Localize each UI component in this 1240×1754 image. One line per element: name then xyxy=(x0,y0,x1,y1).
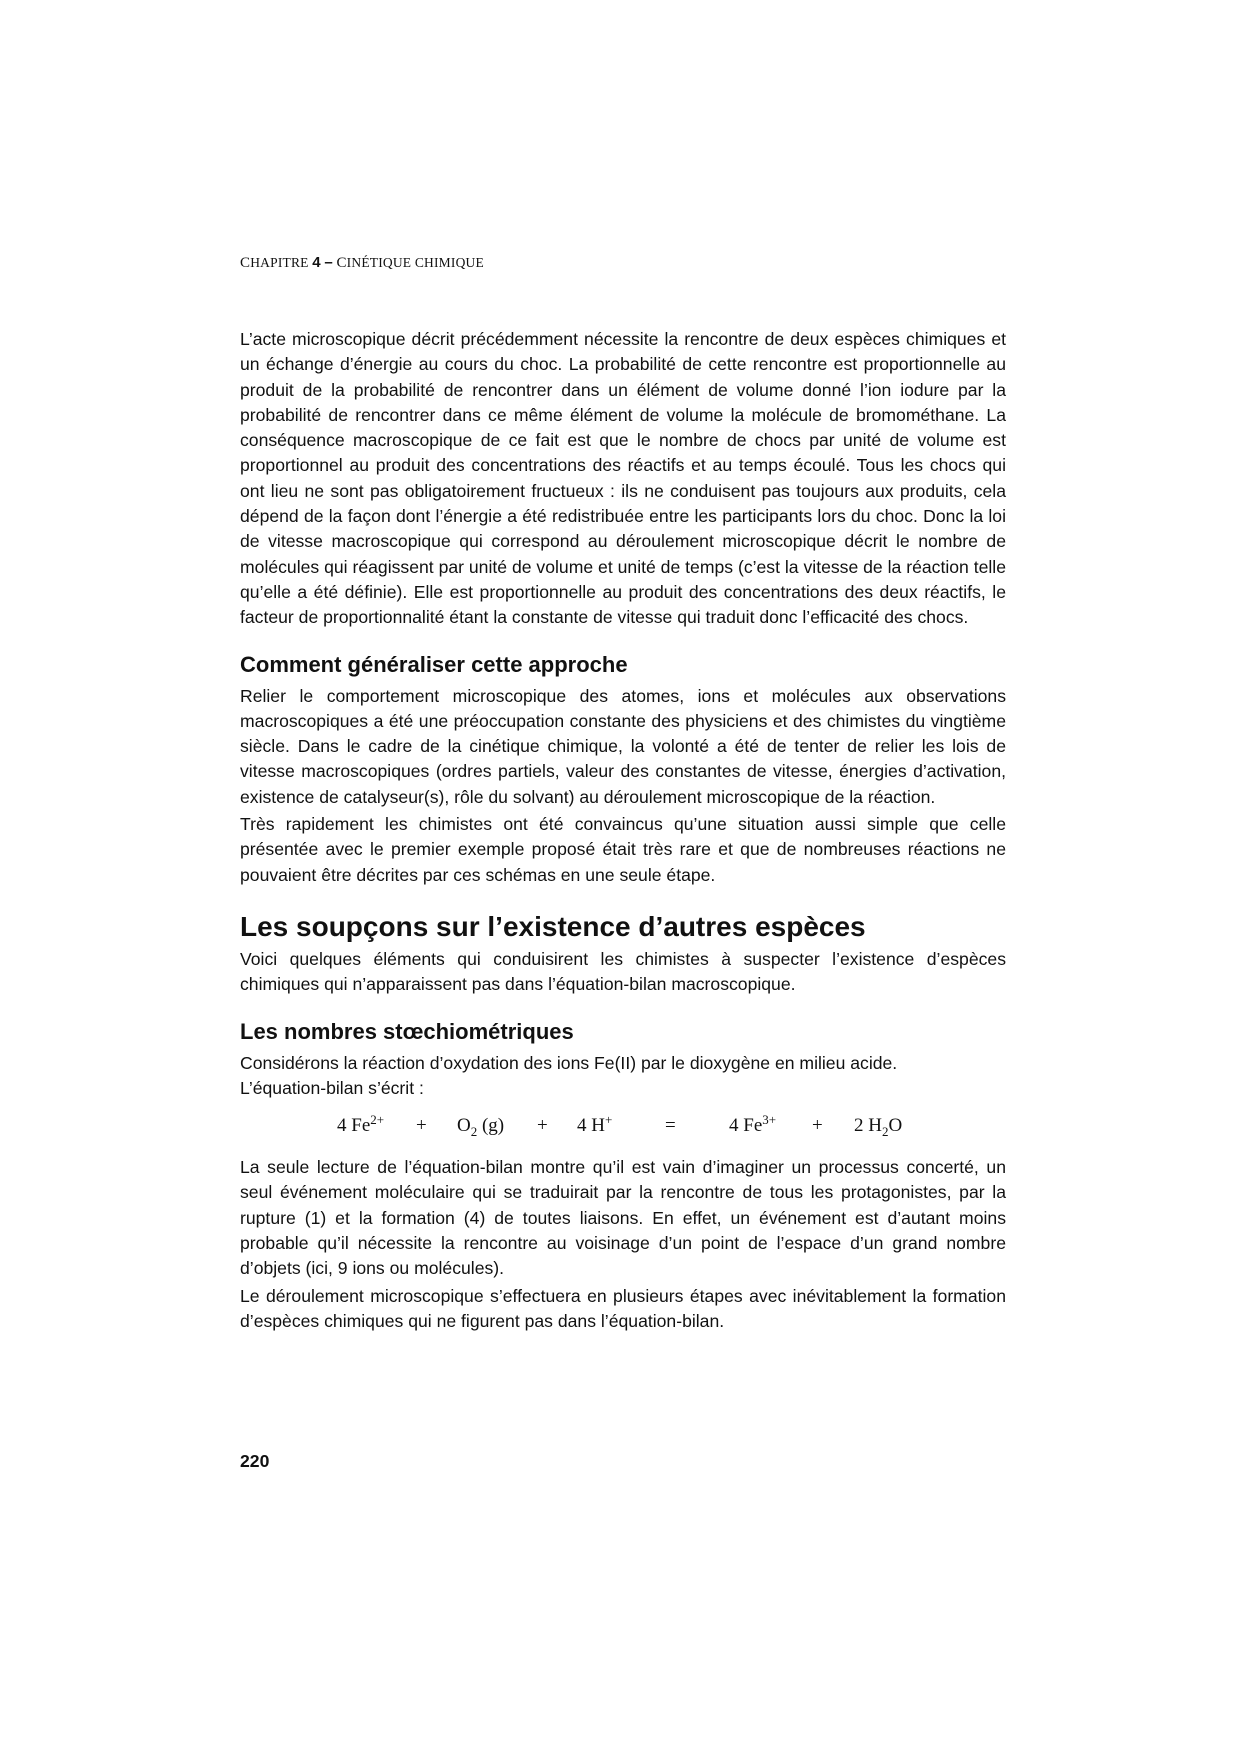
paragraph-stoich-3: Le déroulement microscopique s’effectuera en plusieurs étapes avec inévitablement la formation d’espèces chimiques qui ne figurent pas dans l’équation-bilan. xyxy=(240,1285,1006,1331)
heading-suspicions: Les soupçons sur l’existence d’autres espèces xyxy=(240,910,866,942)
plus-sign: + xyxy=(812,1115,823,1137)
plus-sign: + xyxy=(537,1115,548,1137)
header-dash: – xyxy=(324,254,333,271)
title-initial: C xyxy=(336,255,347,271)
equals-sign: = xyxy=(665,1115,676,1137)
paragraph-suspicions: Voici quelques éléments qui conduisirent les chimistes à suspecter l’existence d’espèces chimiques qui n’apparaissent pas dans l’équation-bilan macroscopique. xyxy=(240,948,1006,995)
heading-stoichiometric: Les nombres stœchiométriques xyxy=(240,1018,574,1044)
chapter-initial: C xyxy=(240,255,251,271)
term-fe3: 4 $Fe^{3+}$ xyxy=(729,1112,777,1137)
chapter-number: 4 xyxy=(312,254,321,271)
term-o2: $O_2$ (g) xyxy=(457,1115,505,1140)
paragraph-stoich-2: La seule lecture de l’équation-bilan montre qu’il est vain d’imaginer un processus concerté, un seul événement moléculaire qui se traduirait par la rencontre de tous les protagonistes, par la rupture (1) et la formation (4) de toutes liaisons. En effet, un événement est d’autant moins probable qu’il nécessite la rencontre au voisinage d’un point de l’espace d’un grand nombre d’objets (ici, 9 ions ou molécules). xyxy=(240,1157,1006,1279)
page xyxy=(240,0,1006,1754)
paragraph-generalize-1: Relier le comportement microscopique des atomes, ions et molécules aux observations macroscopiques a été une préoccupation constante des physiciens et des chimistes du vingtième siècle. Dans le cadre de la cinétique chimique, la volonté a été de tenter de relier les lois de vitesse macroscopiques (ordres partiels, valeur des constantes de vitesse, énergies d’activation, existence de catalyseur(s), rôle du solvant) au déroulement microscopique de la réaction. xyxy=(240,685,1006,807)
plus-sign: + xyxy=(416,1115,427,1137)
body-text xyxy=(240,327,1006,1334)
heading-generalize: Comment généraliser cette approche xyxy=(240,651,628,677)
term-fe2: 4 $Fe^{2+}$ xyxy=(337,1112,385,1137)
chapter-title: INÉTIQUE CHIMIQUE xyxy=(346,255,484,270)
balanced-equation xyxy=(240,1113,1006,1145)
term-h2o: 2 $H_2O$ xyxy=(854,1115,903,1140)
paragraph-generalize-2: Très rapidement les chimistes ont été convaincus qu’une situation aussi simple que celle présentée avec le premier exemple proposé était très rare et que de nombreuses réactions ne pouvaient être décrites par ces schémas en une seule étape. xyxy=(240,814,1006,885)
term-h: 4 H+ xyxy=(577,1112,613,1137)
running-head xyxy=(240,254,484,272)
paragraph-stoich-1a: Considérons la réaction d’oxydation des ions Fe(II) par le dioxygène en milieu acide. xyxy=(240,1052,898,1073)
paragraph-intro: L’acte microscopique décrit précédemment nécessite la rencontre de deux espèces chimiques et un échange d’énergie au cours du choc. La probabilité de cette rencontre est proportionnelle au produit de la probabilité de rencontrer dans un élément de volume donné l’ion iodure par la probabilité de rencontrer dans ce même élément de volume la molécule de bromométhane. La conséquence macroscopique de ce fait est que le nombre de chocs par unité de volume est proportionnel au produit des concentrations des réactifs et au temps écoulé. Tous les chocs qui ont lieu ne sont pas obligatoirement fructueux : ils ne conduisent pas toujours aux produits, cela dépend de la façon dont l’énergie a été redistribuée entre les participants lors du choc. Donc la loi de vitesse macroscopique qui correspond au déroulement microscopique décrit le nombre de molécules qui réagissent par unité de volume et unité de temps (c’est la vitesse de la réaction telle qu’elle a été définie). Elle est proportionnelle au produit des concentrations des deux réactifs, le facteur de proportionnalité étant la constante de vitesse qui traduit donc l’efficacité des chocs. xyxy=(240,329,1006,628)
page-number: 220 xyxy=(240,1451,270,1471)
chapter-label: HAPITRE xyxy=(250,255,309,270)
paragraph-stoich-1b: L’équation-bilan s’écrit : xyxy=(240,1077,424,1098)
